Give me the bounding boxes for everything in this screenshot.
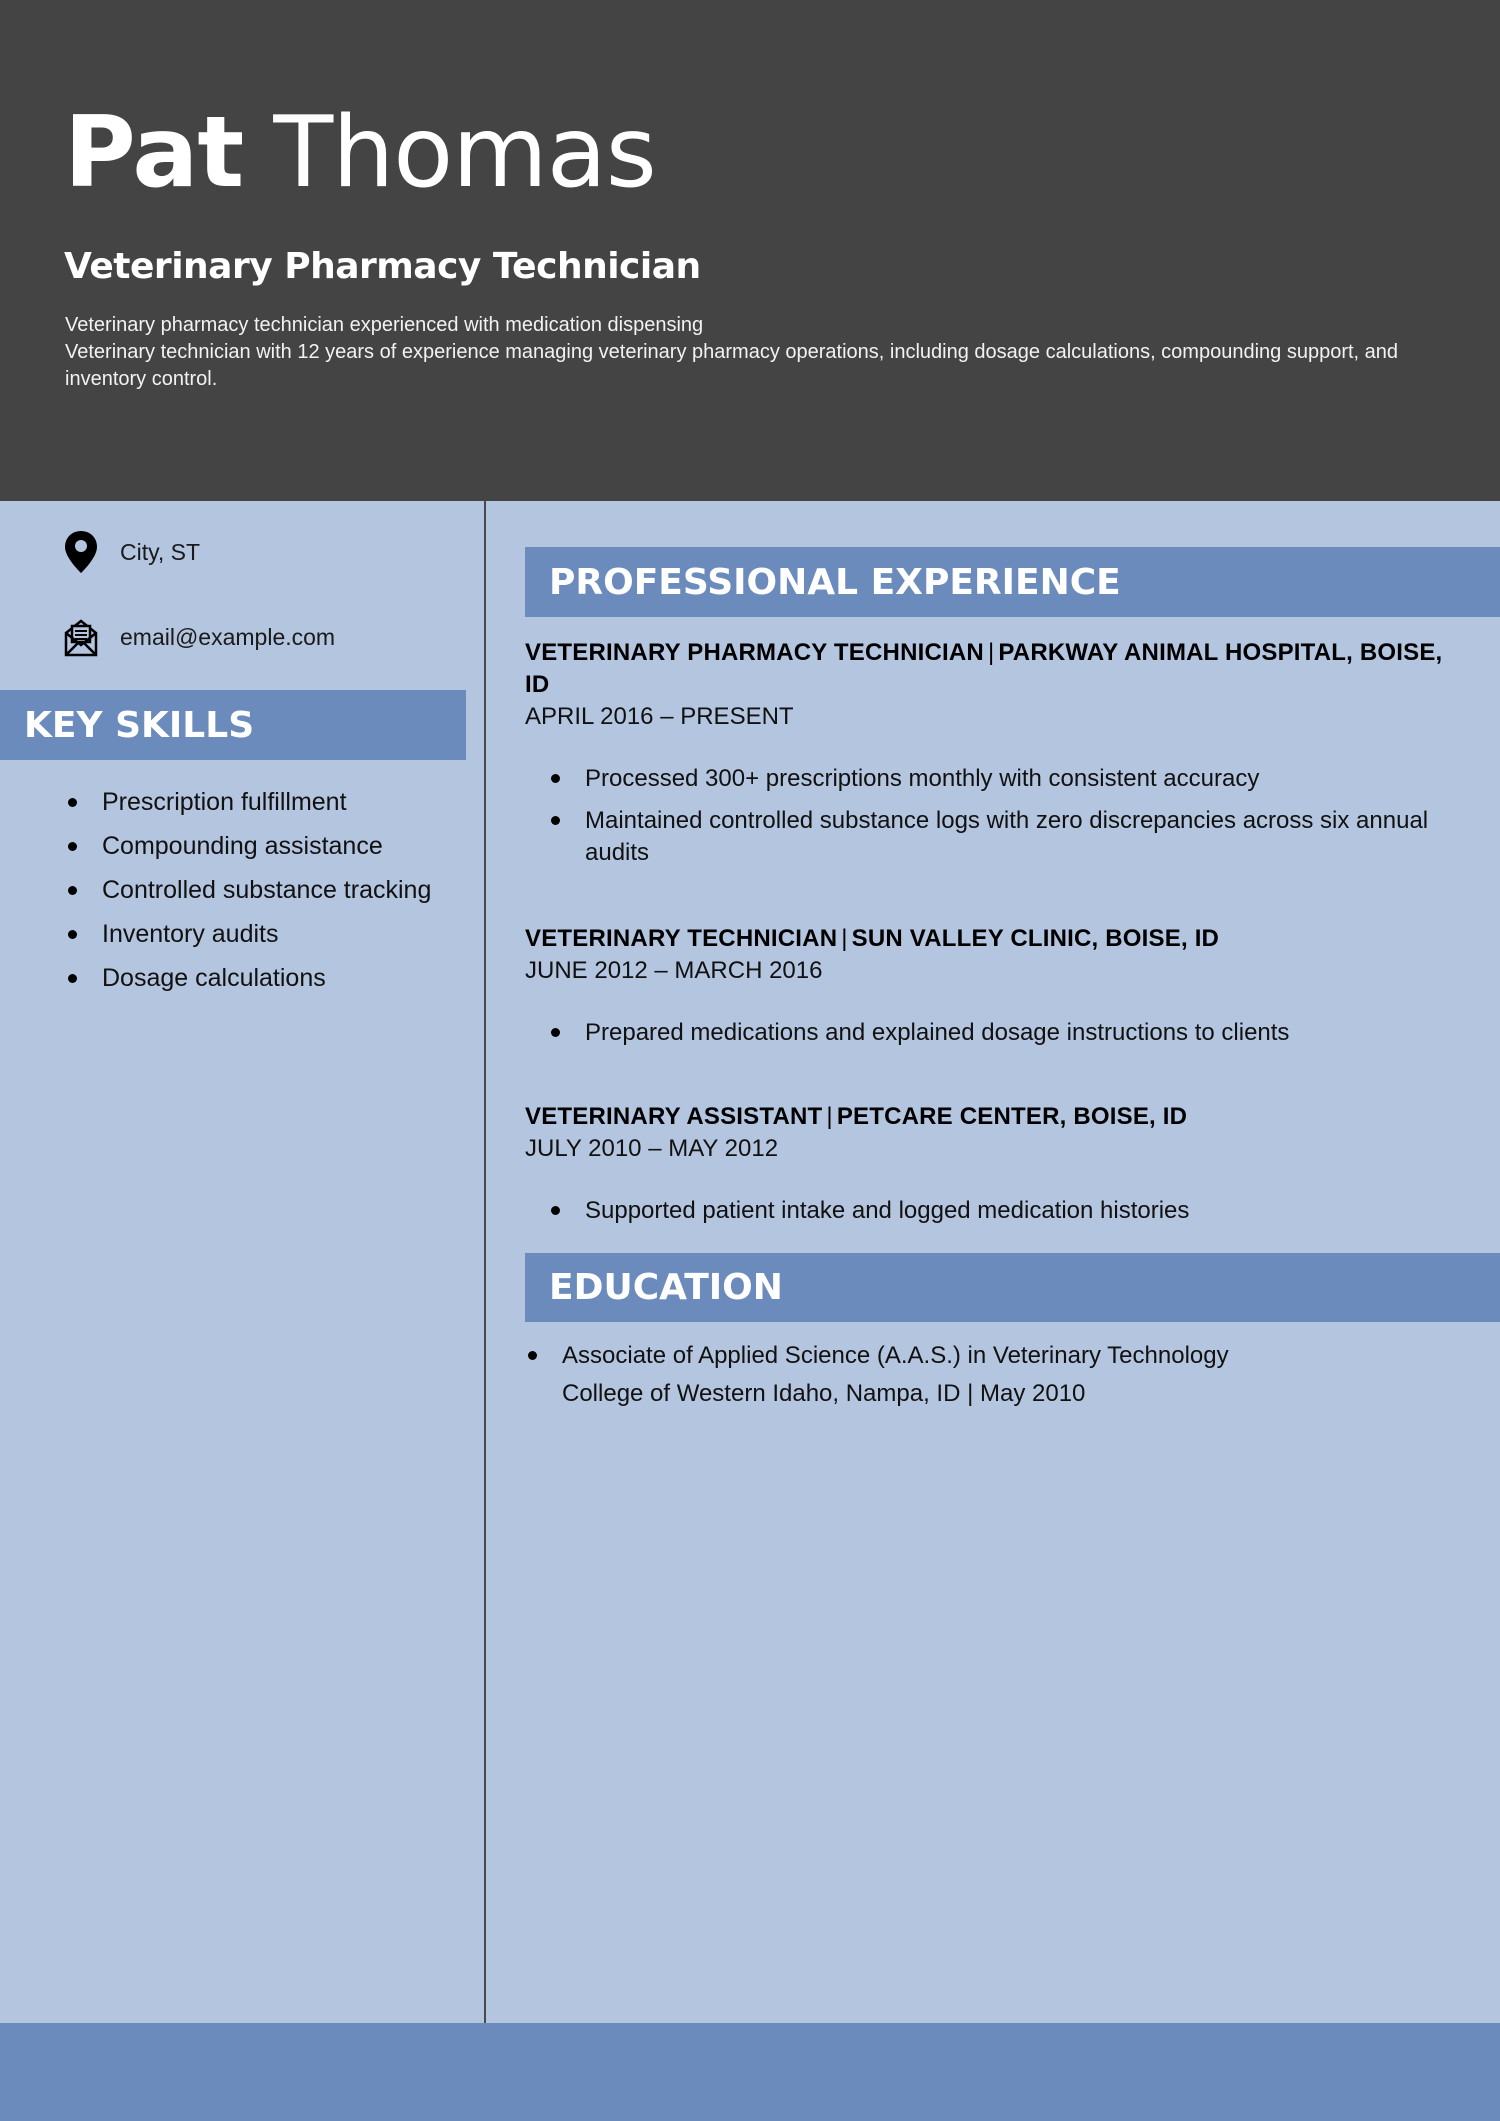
column-divider bbox=[484, 501, 486, 2121]
skill-item: Compounding assistance bbox=[64, 824, 431, 868]
footer-band bbox=[0, 2023, 1500, 2121]
contact-location bbox=[64, 530, 200, 574]
job-position: VETERINARY ASSISTANT bbox=[525, 1103, 823, 1130]
job-title: Veterinary Pharmacy Technician bbox=[64, 246, 701, 287]
experience-heading: PROFESSIONAL EXPERIENCE bbox=[525, 547, 1500, 617]
job-bullet: Maintained controlled substance logs with zero discrepancies across six annual audits bbox=[525, 805, 1465, 869]
skills-list bbox=[64, 780, 431, 1000]
email-link[interactable]: email@example.com bbox=[120, 623, 336, 650]
candidate-name bbox=[64, 96, 656, 210]
skill-item: Prescription fulfillment bbox=[64, 780, 431, 824]
job-employer: PARKWAY ANIMAL HOSPITAL, BOISE, ID bbox=[525, 639, 1443, 698]
location-text: City, ST bbox=[120, 538, 201, 565]
education-heading: EDUCATION bbox=[525, 1253, 1500, 1322]
summary bbox=[65, 312, 1455, 393]
job-dates: APRIL 2016 – PRESENT bbox=[525, 703, 794, 730]
job-heading bbox=[525, 923, 1465, 955]
summary-line: Veterinary technician with 12 years of experience managing veterinary pharmacy operations, including dosage calculations, compounding support, and inventory control. bbox=[65, 341, 1399, 390]
job-heading bbox=[525, 637, 1465, 701]
last-name: Thomas bbox=[273, 96, 656, 210]
degree: Associate of Applied Science (A.A.S.) in Veterinary Technology bbox=[562, 1342, 1229, 1369]
job-bullets bbox=[525, 1017, 1465, 1049]
job-bullets bbox=[525, 763, 1465, 869]
open-envelope-icon bbox=[64, 615, 100, 659]
skill-item: Dosage calculations bbox=[64, 956, 431, 1000]
job-employer: PETCARE CENTER, BOISE, ID bbox=[836, 1103, 1188, 1130]
job-bullet: Prepared medications and explained dosage instructions to clients bbox=[525, 1017, 1465, 1049]
job-bullets bbox=[525, 1195, 1465, 1227]
job-heading bbox=[525, 1101, 1465, 1133]
job-position: VETERINARY TECHNICIAN bbox=[525, 925, 838, 952]
separator: | bbox=[826, 1103, 833, 1130]
summary-line: Veterinary pharmacy technician experienced with medication dispensing bbox=[65, 314, 704, 336]
job-entry bbox=[525, 637, 1465, 879]
job-entry bbox=[525, 1101, 1465, 1237]
job-position: VETERINARY PHARMACY TECHNICIAN bbox=[525, 639, 984, 666]
resume-header bbox=[0, 0, 1500, 501]
job-bullet: Supported patient intake and logged medication histories bbox=[525, 1195, 1465, 1227]
first-name: Pat bbox=[64, 96, 244, 210]
skill-item: Inventory audits bbox=[64, 912, 431, 956]
job-entry bbox=[525, 923, 1465, 1059]
job-dates: JUNE 2012 – MARCH 2016 bbox=[525, 957, 823, 984]
key-skills-heading: KEY SKILLS bbox=[0, 690, 466, 760]
school-line: College of Western Idaho, Nampa, ID | May 2010 bbox=[562, 1380, 1086, 1407]
separator: | bbox=[987, 639, 995, 666]
separator: | bbox=[841, 925, 848, 952]
education-list bbox=[525, 1337, 1465, 1413]
job-bullet: Processed 300+ prescriptions monthly with consistent accuracy bbox=[525, 763, 1465, 795]
job-employer: SUN VALLEY CLINIC, BOISE, ID bbox=[851, 925, 1220, 952]
education-item bbox=[525, 1337, 1465, 1413]
contact-email bbox=[64, 615, 335, 659]
map-pin-icon bbox=[64, 530, 100, 574]
job-dates: JULY 2010 – MAY 2012 bbox=[525, 1135, 779, 1162]
skill-item: Controlled substance tracking bbox=[64, 868, 431, 912]
